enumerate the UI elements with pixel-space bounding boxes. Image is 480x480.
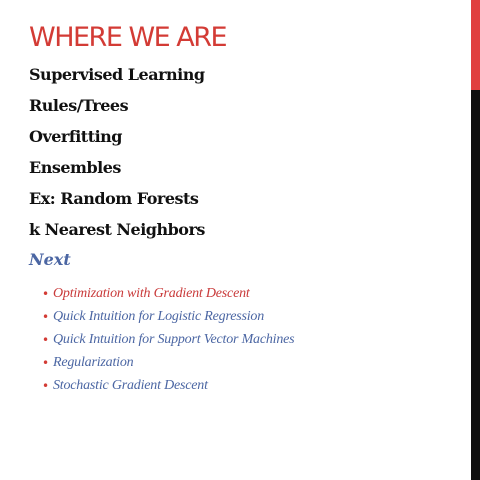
topic-item: k Nearest Neighbors xyxy=(29,220,205,239)
subtopic-label: Quick Intuition for Support Vector Machines xyxy=(53,331,295,347)
subtopic-label: Regularization xyxy=(53,354,134,370)
slide-title: WHERE WE ARE xyxy=(29,22,227,53)
edge-accent-bar-black xyxy=(471,90,480,480)
topic-item: Supervised Learning xyxy=(29,65,205,84)
topic-item: Ex: Random Forests xyxy=(29,189,199,208)
subtopic-item xyxy=(42,282,294,305)
subtopic-label: Quick Intuition for Logistic Regression xyxy=(53,308,264,324)
subtopic-item xyxy=(42,328,294,351)
subtopic-label: Stochastic Gradient Descent xyxy=(53,377,208,393)
subtopic-item xyxy=(42,305,294,328)
bullet-icon: • xyxy=(42,355,50,370)
subtopic-item xyxy=(42,374,294,397)
topic-item: Overfitting xyxy=(29,127,122,146)
subtopic-item xyxy=(42,351,294,374)
bullet-icon: • xyxy=(42,332,50,347)
bullet-icon: • xyxy=(42,286,50,301)
next-heading: Next xyxy=(29,250,71,269)
bullet-icon: • xyxy=(42,309,50,324)
topic-item: Ensembles xyxy=(29,158,121,177)
topic-item: Rules/Trees xyxy=(29,96,129,115)
bullet-icon: • xyxy=(42,378,50,393)
subtopic-label: Optimization with Gradient Descent xyxy=(53,285,250,301)
topic-list xyxy=(29,62,205,248)
subtopic-list xyxy=(42,282,294,397)
edge-accent-bar-red xyxy=(471,0,480,90)
